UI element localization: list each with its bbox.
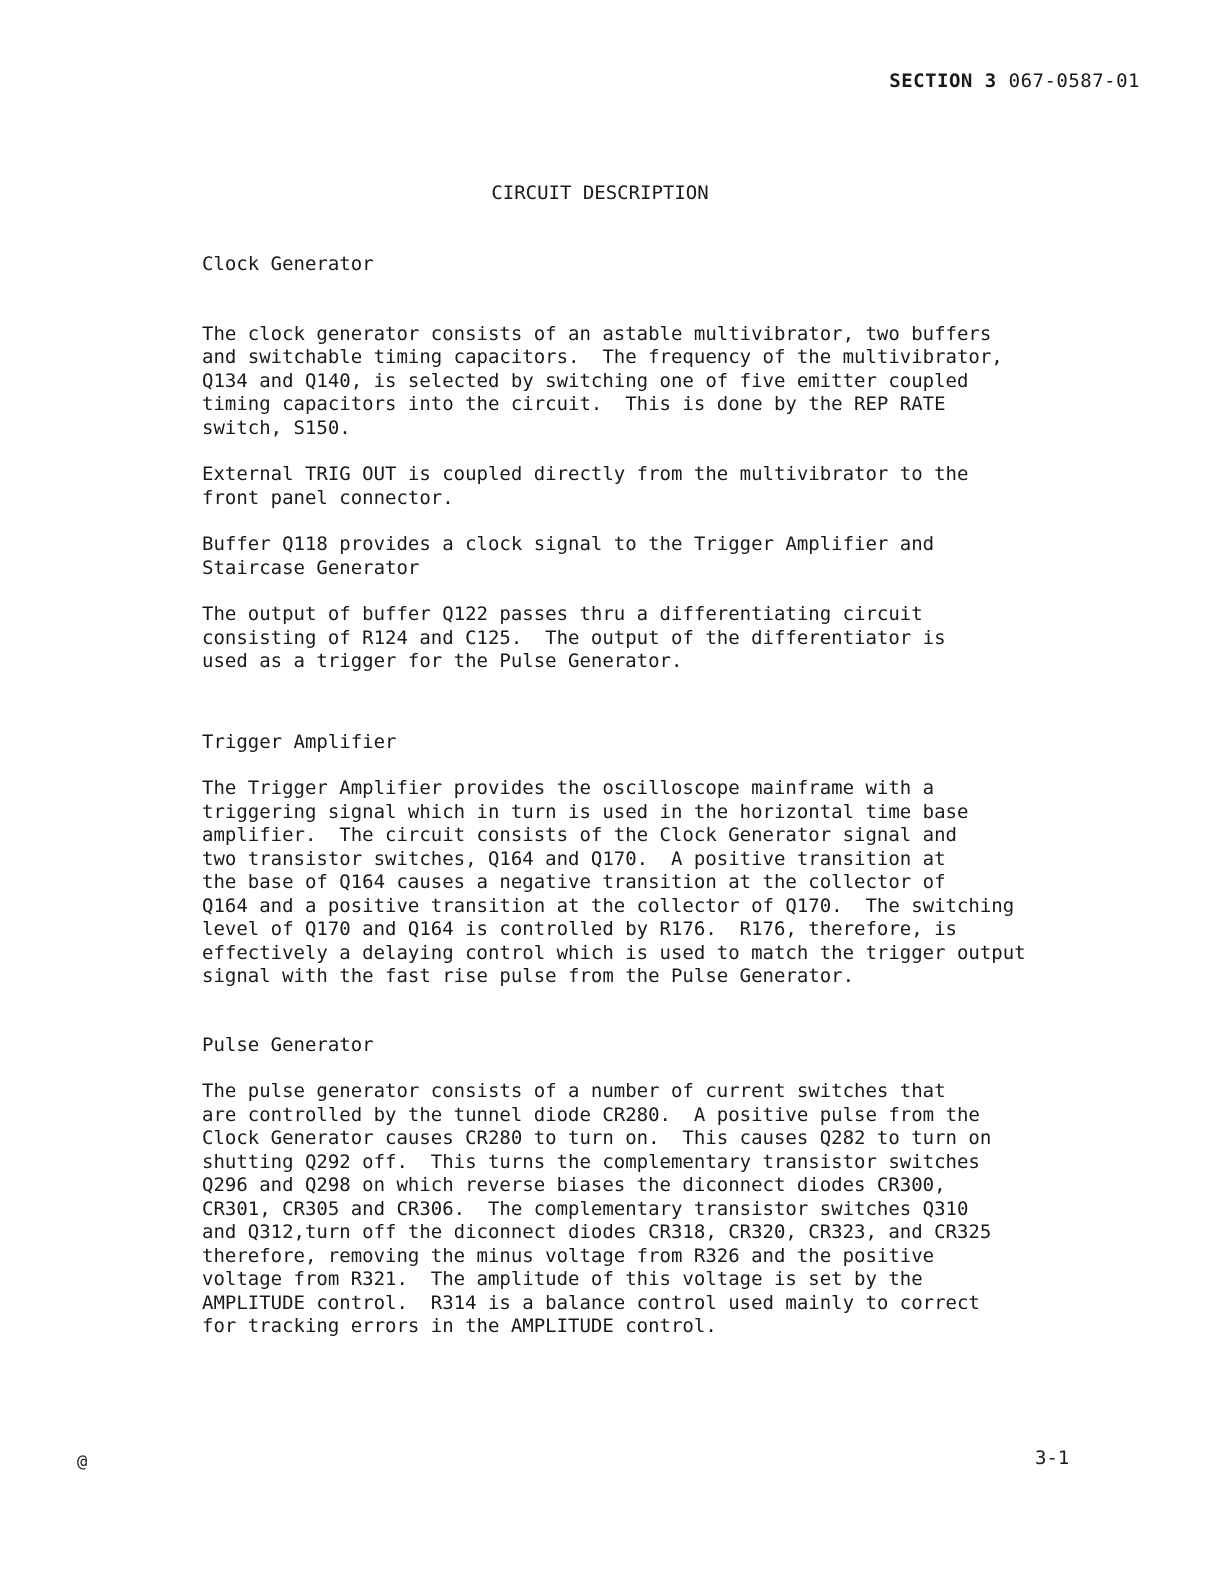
corner-mark: @ xyxy=(77,1452,88,1472)
clock-generator-paragraph-1: The clock generator consists of an astable multivibrator, two buffers and switchable timing capacitors. The frequency of the multivibrator, Q134 and Q140, is selected by switching one of five emitter coupled timing capacitors into the circuit. This is done by the REP RATE switch, S150. xyxy=(202,322,1003,439)
clock-generator-paragraph-3: Buffer Q118 provides a clock signal to the Trigger Amplifier and Staircase Generator xyxy=(202,533,935,579)
page-title: CIRCUIT DESCRIPTION xyxy=(491,182,709,204)
trigger-amplifier-heading: Trigger Amplifier xyxy=(202,730,397,753)
section-label: SECTION 3 xyxy=(889,70,997,92)
content-body xyxy=(202,253,1082,1339)
clock-generator-paragraph-2: External TRIG OUT is coupled directly from the multivibrator to the front panel connector. xyxy=(202,463,969,509)
pulse-generator-paragraph-1: The pulse generator consists of a number of current switches that are controlled by the tunnel diode CR280. A positive pulse from the Clock Generator causes CR280 to turn on. This causes Q282 to turn on shutting Q292 off. This turns the complementary transistor switches Q296 and Q298 on which reverse biases the diconnect diodes CR300, CR301, CR305 and CR306. The complementary transistor switches Q310 and Q312,turn off the diconnect diodes CR318, CR320, CR323, and CR325 therefore, removing the minus voltage from R326 and the positive voltage from R321. The amplitude of this voltage is set by the AMPLITUDE control. R314 is a balance control used mainly to correct for tracking errors in the AMPLITUDE control. xyxy=(202,1080,992,1337)
clock-generator-heading: Clock Generator xyxy=(202,253,374,275)
document-number: 067-0587-01 xyxy=(1008,70,1140,92)
trigger-amplifier-paragraph-1: The Trigger Amplifier provides the oscilloscope mainframe with a triggering signal which in turn is used in the horizontal time base amplifier. The circuit consists of the Clock Generator signal and two transistor switches, Q164 and Q170. A positive transition at the base of Q164 causes a negative transition at the collector of Q164 and a positive transition at the collector of Q170. The switching level of Q170 and Q164 is controlled by R176. R176, therefore, is effectively a delaying control which is used to match the trigger output signal with the fast rise pulse from the Pulse Generator. xyxy=(202,777,1026,987)
clock-generator-paragraph-4: The output of buffer Q122 passes thru a differentiating circuit consisting of R124 and C125. The output of the differentiator is used as a trigger for the Pulse Generator. xyxy=(202,603,946,672)
pulse-generator-heading: Pulse Generator xyxy=(202,1033,374,1056)
section-header xyxy=(889,70,1140,92)
page-number: 3-1 xyxy=(1035,1447,1070,1469)
